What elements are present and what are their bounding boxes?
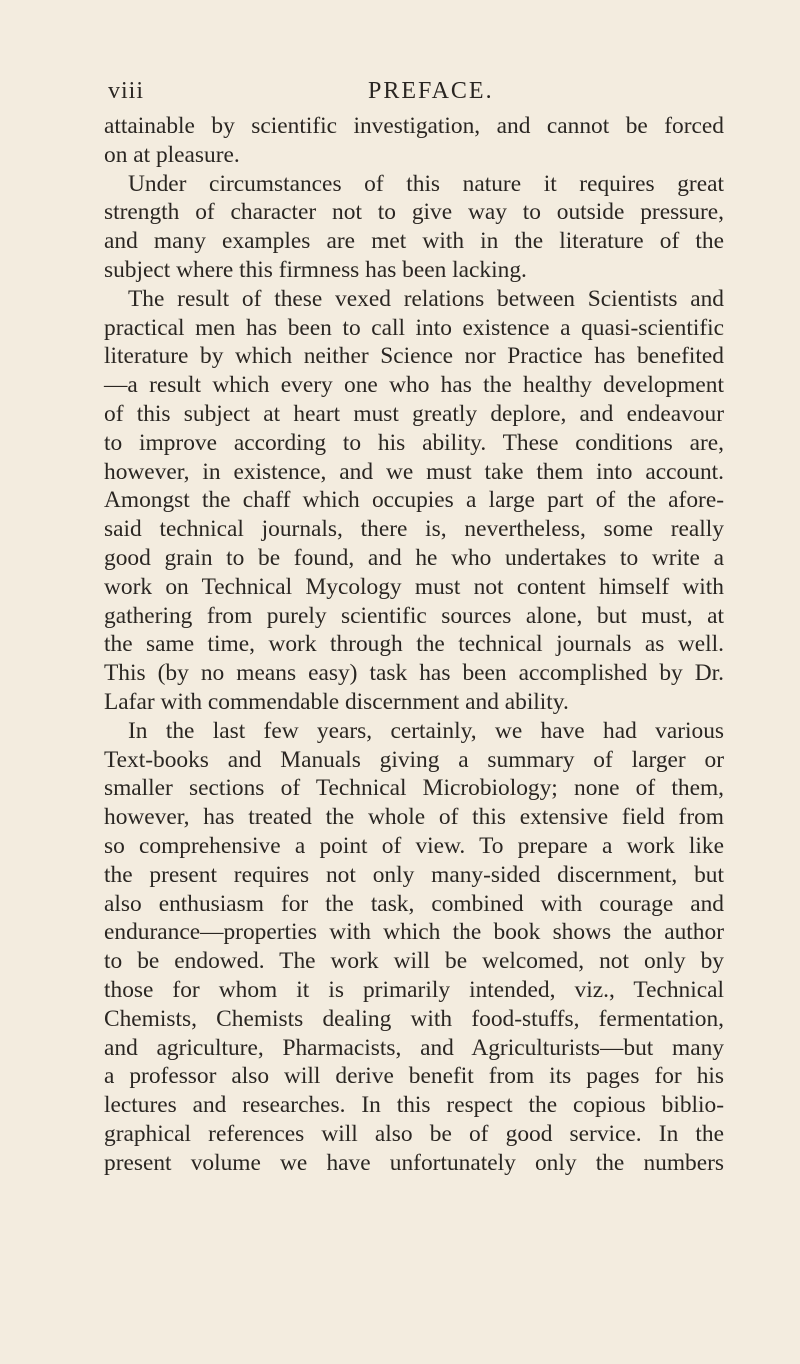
text-line: In the last few years, certainly, we have had various	[128, 717, 724, 744]
text-line: practical men has been to call into existence a quasi-scientific	[104, 314, 724, 341]
text-line: however, in existence, and we must take them into account.	[104, 458, 724, 485]
text-line: graphical references will also be of good service. In the	[104, 1120, 724, 1147]
text-line: and many examples are met with in the literature of the	[104, 228, 724, 255]
text-line: on at pleasure.	[104, 141, 240, 168]
text-line: strength of character not to give way to outside pressure,	[104, 199, 724, 226]
body-text	[104, 112, 724, 1177]
text-line: This (by no means easy) task has been accomplished by Dr.	[104, 660, 724, 687]
text-line: so comprehensive a point of view. To prepare a work like	[104, 832, 724, 859]
text-line: the same time, work through the technical journals as well.	[104, 631, 724, 658]
text-line: subject where this firmness has been lacking.	[104, 256, 527, 283]
text-line: however, has treated the whole of this extensive field from	[104, 804, 724, 831]
text-line: also enthusiasm for the task, combined with courage and	[104, 890, 724, 917]
text-line: attainable by scientific investigation, and cannot be forced	[104, 113, 724, 139]
text-line: the present requires not only many-sided discernment, but	[104, 861, 724, 888]
text-line: Chemists, Chemists dealing with food-stuffs, fermentation,	[104, 1005, 724, 1032]
text-line: Lafar with commendable discernment and ability.	[104, 688, 569, 715]
text-line: of this subject at heart must greatly deplore, and endeavour	[104, 400, 724, 427]
text-line: Under circumstances of this nature it requires great	[128, 170, 724, 197]
running-title: PREFACE.	[368, 78, 494, 104]
text-line: and agriculture, Pharmacists, and Agriculturists—but many	[104, 1034, 724, 1061]
text-line: said technical journals, there is, nevertheless, some really	[104, 516, 724, 543]
text-line: lectures and researches. In this respect the copious biblio-	[104, 1092, 724, 1119]
text-line: Amongst the chaff which occupies a large part of the afore-	[104, 487, 724, 514]
page-header	[104, 78, 724, 108]
text-line: Text-books and Manuals giving a summary of larger or	[104, 746, 724, 773]
text-line: work on Technical Mycology must not content himself with	[104, 573, 724, 600]
text-line: gathering from purely scientific sources alone, but must, at	[104, 602, 724, 629]
text-line: smaller sections of Technical Microbiology; none of them,	[104, 775, 724, 802]
text-line: The result of these vexed relations between Scientists and	[128, 285, 724, 312]
text-line: to improve according to his ability. These conditions are,	[104, 429, 724, 456]
text-line: to be endowed. The work will be welcomed, not only by	[104, 948, 724, 975]
text-line: a professor also will derive benefit from its pages for his	[104, 1063, 724, 1090]
text-line: literature by which neither Science nor Practice has benefited	[104, 343, 724, 370]
text-line: endurance—properties with which the book shows the author	[104, 919, 724, 946]
text-line: present volume we have unfortunately only the numbers	[104, 1149, 724, 1176]
text-line: —a result which every one who has the healthy development	[104, 372, 724, 399]
text-line: good grain to be found, and he who undertakes to write a	[104, 544, 724, 571]
page-number: viii	[108, 78, 145, 104]
text-line: those for whom it is primarily intended, viz., Technical	[104, 976, 724, 1003]
